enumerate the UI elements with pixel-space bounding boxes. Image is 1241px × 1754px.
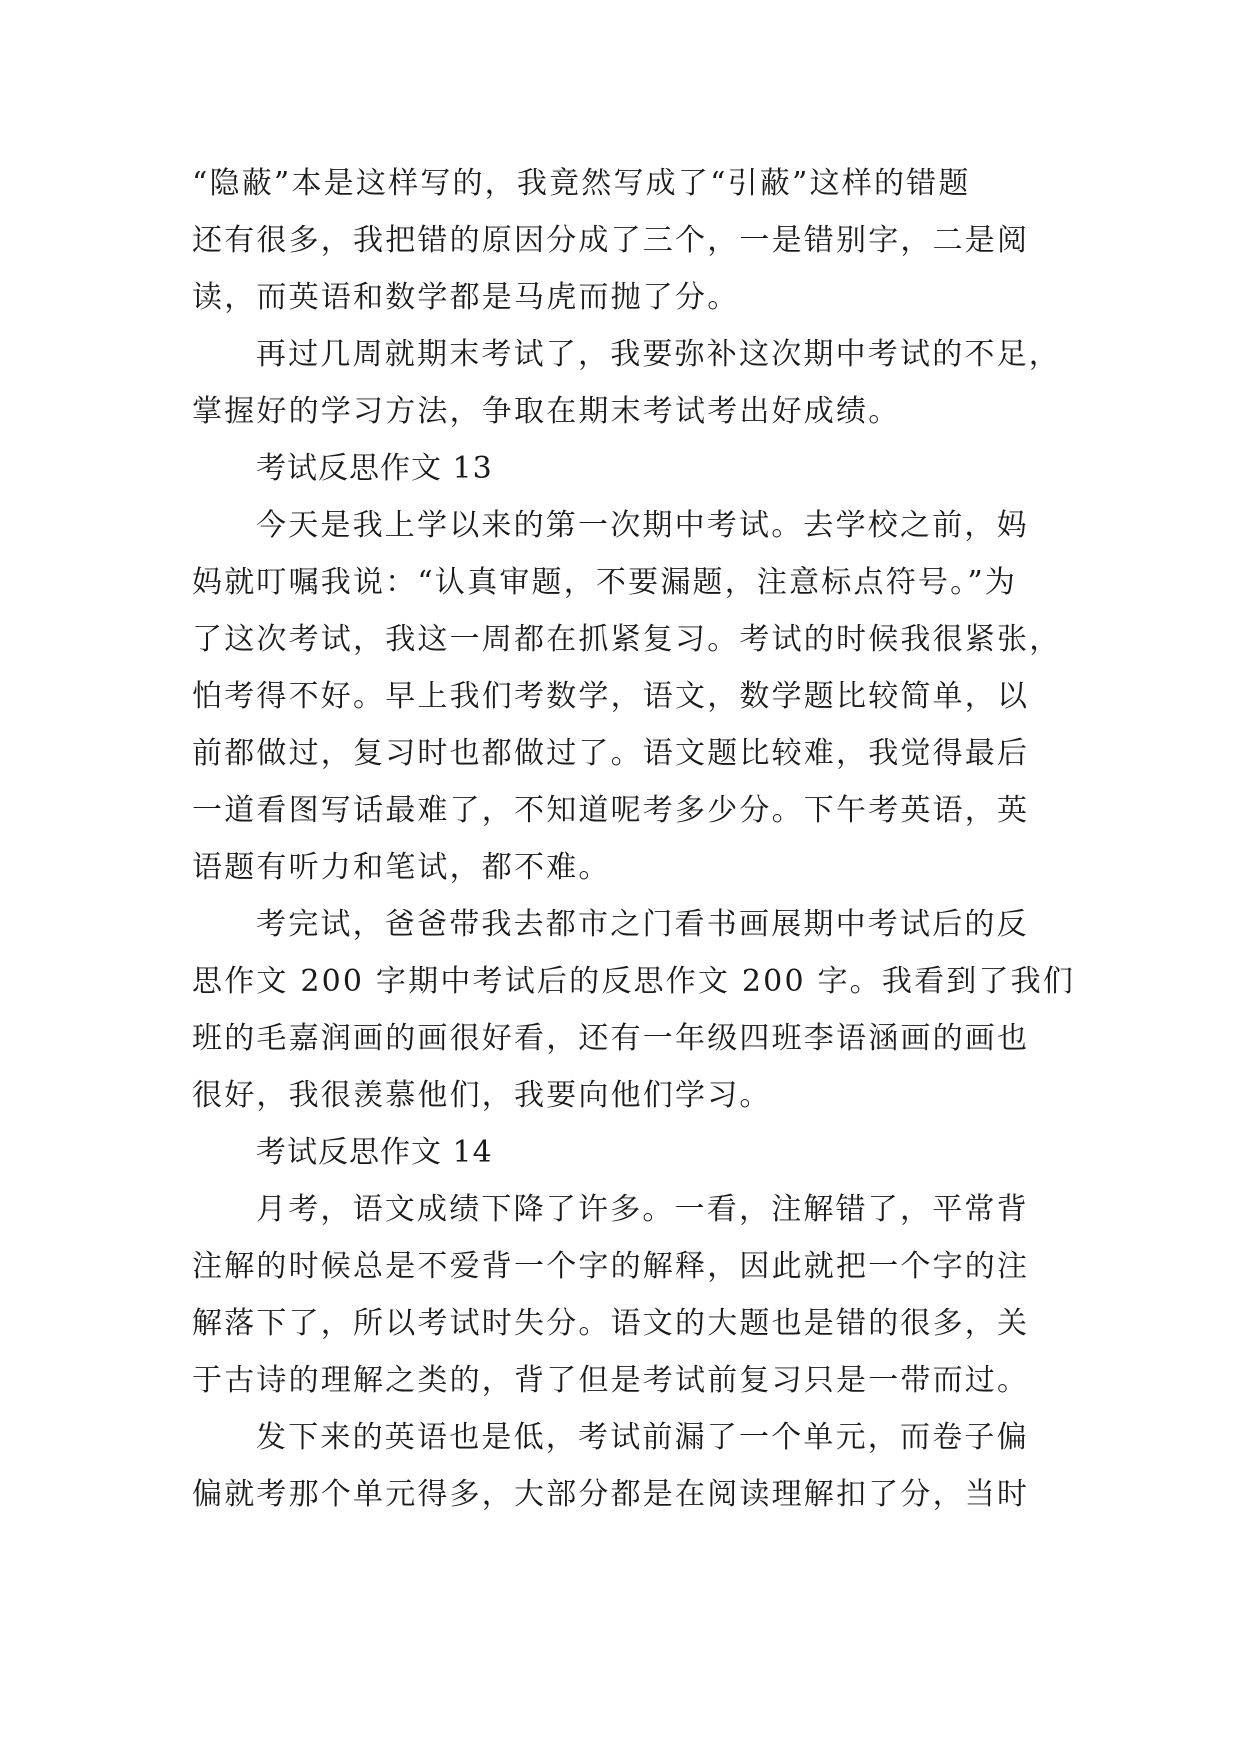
section-heading: 考试反思作文 13: [256, 451, 493, 486]
paragraph-line: 偏就考那个单元得多，大部分都是在阅读理解扣了分，当时: [192, 1477, 1030, 1512]
paragraph-line: 了这次考试，我这一周都在抓紧复习。考试的时候我很紧张，: [192, 622, 1062, 657]
paragraph-line: 注解的时候总是不爱背一个字的解释，因此就把一个字的注: [192, 1249, 1030, 1284]
paragraph-line: 考完试，爸爸带我去都市之门看书画展期中考试后的反: [256, 907, 1029, 942]
paragraph-line: 今天是我上学以来的第一次期中考试。去学校之前，妈: [256, 508, 1029, 543]
paragraph-line: 妈就叮嘱我说：“认真审题，不要漏题，注意标点符号。”为: [192, 565, 1018, 600]
paragraph-line: 月考，语文成绩下降了许多。一看，注解错了，平常背: [256, 1192, 1029, 1227]
paragraph-line: 怕考得不好。早上我们考数学，语文，数学题比较简单，以: [192, 679, 1030, 714]
paragraph-line: “隐蔽”本是这样写的，我竟然写成了“引蔽”这样的错题: [192, 166, 971, 201]
paragraph-line: 解落下了，所以考试时失分。语文的大题也是错的很多，关: [192, 1306, 1030, 1341]
paragraph-line: 很好，我很羡慕他们，我要向他们学习。: [192, 1078, 772, 1113]
paragraph-line: 思作文 200 字期中考试后的反思作文 200 字。我看到了我们: [192, 964, 1076, 999]
paragraph-line: 班的毛嘉润画的画很好看，还有一年级四班李语涵画的画也: [192, 1021, 1030, 1056]
paragraph-line: 再过几周就期末考试了，我要弥补这次期中考试的不足，: [256, 337, 1061, 372]
paragraph-line: 前都做过，复习时也都做过了。语文题比较难，我觉得最后: [192, 736, 1030, 771]
paragraph-line: 还有很多，我把错的原因分成了三个，一是错别字，二是阅: [192, 223, 1030, 258]
paragraph-line: 掌握好的学习方法，争取在期末考试考出好成绩。: [192, 394, 901, 429]
paragraph-line: 发下来的英语也是低，考试前漏了一个单元，而卷子偏: [256, 1420, 1029, 1455]
paragraph-line: 语题有听力和笔试，都不难。: [192, 850, 611, 885]
paragraph-line: 一道看图写话最难了，不知道呢考多少分。下午考英语，英: [192, 793, 1030, 828]
paragraph-line: 于古诗的理解之类的，背了但是考试前复习只是一带而过。: [192, 1363, 1030, 1398]
paragraph-line: 读，而英语和数学都是马虎而抛了分。: [192, 280, 740, 315]
section-heading: 考试反思作文 14: [256, 1135, 493, 1170]
